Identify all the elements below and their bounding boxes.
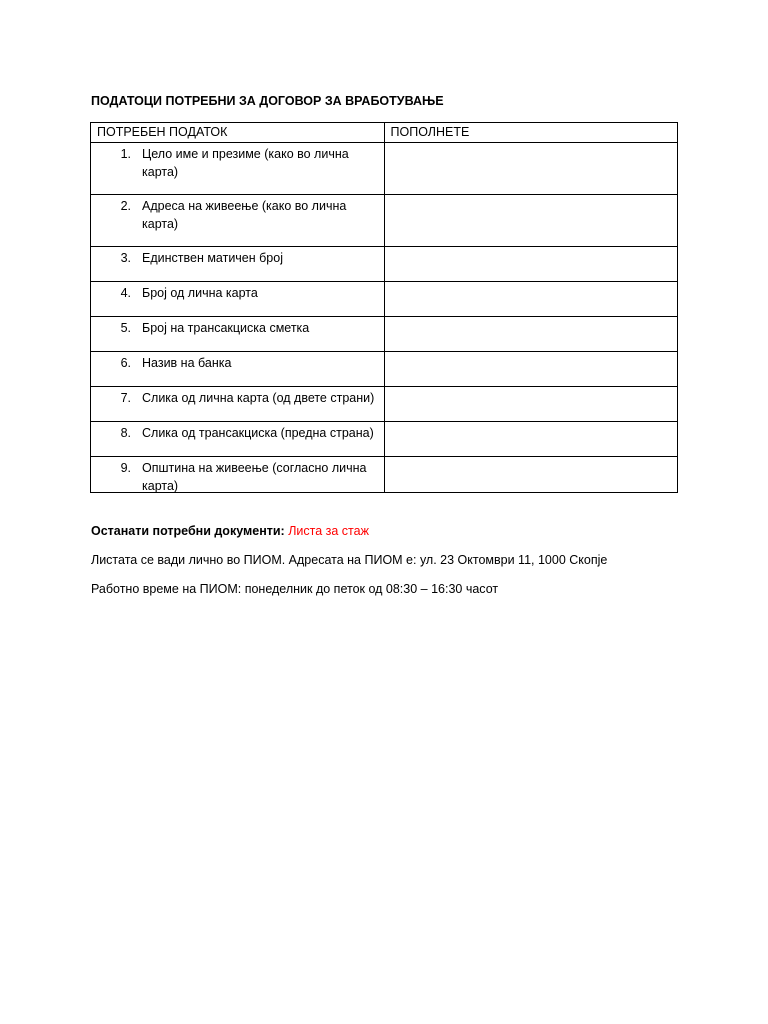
row-label-cell	[91, 317, 385, 352]
row-number: 2.	[120, 199, 131, 213]
row-label-cell	[91, 195, 385, 247]
row-label-cell	[91, 143, 385, 195]
table-row	[91, 317, 678, 352]
table-row	[91, 195, 678, 247]
row-label: Слика од лична карта (од двете страни)	[142, 391, 375, 405]
required-data-table	[90, 122, 678, 493]
row-value-cell[interactable]	[384, 422, 678, 457]
row-value-cell[interactable]	[384, 457, 678, 493]
row-label: Слика од трансакциска (предна страна)	[142, 426, 374, 440]
table-row	[91, 247, 678, 282]
piom-hours-line: Работно време на ПИОМ: понеделник до петок од 08:30 – 16:30 часот	[91, 582, 499, 596]
other-documents-label: Останати потребни документи:	[91, 524, 285, 538]
row-number: 6.	[120, 356, 131, 370]
other-documents-value: Листа за стаж	[288, 524, 369, 538]
row-label-cell	[91, 387, 385, 422]
row-label-cell	[91, 282, 385, 317]
row-value-cell[interactable]	[384, 195, 678, 247]
table-row	[91, 387, 678, 422]
column-header-fill-in: ПОПОЛНЕТЕ	[384, 123, 678, 143]
table-row	[91, 422, 678, 457]
row-label: Број на трансакциска сметка	[142, 321, 310, 335]
row-label: Цело име и презиме (како во лична карта)	[142, 147, 349, 179]
row-value-cell[interactable]	[384, 352, 678, 387]
table-row	[91, 352, 678, 387]
row-label-cell	[91, 247, 385, 282]
row-label: Адреса на живеење (како во лична карта)	[142, 199, 347, 231]
row-number: 7.	[120, 391, 131, 405]
row-value-cell[interactable]	[384, 317, 678, 352]
piom-address-line: Листата се вади лично во ПИОМ. Адресата на ПИОМ е: ул. 23 Октомври 11, 1000 Скопје	[91, 553, 608, 567]
row-number: 8.	[120, 426, 131, 440]
row-label-cell	[91, 422, 385, 457]
row-label-cell	[91, 457, 385, 493]
column-header-required-data: ПОТРЕБЕН ПОДАТОК	[91, 123, 385, 143]
row-number: 5.	[120, 321, 131, 335]
row-label-cell	[91, 352, 385, 387]
row-label: Општина на живеење (согласно лична карта)	[142, 461, 367, 493]
row-number: 1.	[120, 147, 131, 161]
row-value-cell[interactable]	[384, 143, 678, 195]
row-label: Единствен матичен број	[142, 251, 283, 265]
row-number: 9.	[120, 461, 131, 475]
row-number: 3.	[120, 251, 131, 265]
table-row	[91, 143, 678, 195]
row-value-cell[interactable]	[384, 282, 678, 317]
table-header-row	[91, 123, 678, 143]
row-number: 4.	[120, 286, 131, 300]
row-value-cell[interactable]	[384, 387, 678, 422]
row-label: Назив на банка	[142, 356, 232, 370]
other-documents-line	[91, 524, 369, 538]
document-title: ПОДАТОЦИ ПОТРЕБНИ ЗА ДОГОВОР ЗА ВРАБОТУВАЊЕ	[91, 94, 444, 108]
table-row	[91, 457, 678, 493]
table-row	[91, 282, 678, 317]
row-label: Број од лична карта	[142, 286, 258, 300]
row-value-cell[interactable]	[384, 247, 678, 282]
